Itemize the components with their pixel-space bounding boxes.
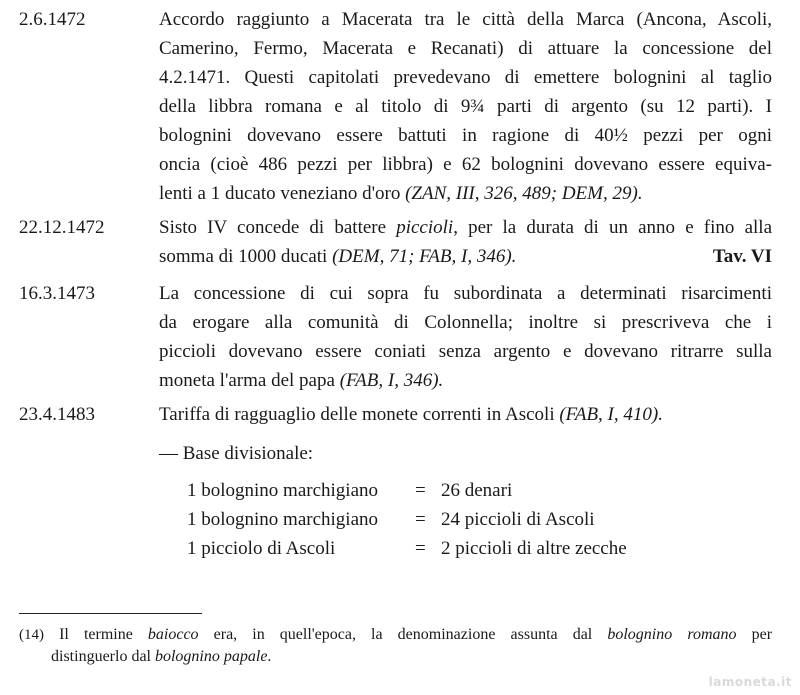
equals-sign: = xyxy=(415,538,426,559)
text-line: 4.2.1471. Questi capitolati prevedevano di emettere bolognini al taglio xyxy=(159,67,772,88)
entry-date: 16.3.1473 xyxy=(19,283,95,304)
text-line xyxy=(159,179,772,208)
equivalence-left: 1 picciolo di Ascoli xyxy=(187,538,336,559)
equivalence-row xyxy=(187,476,627,505)
equivalence-left: 1 bolognino marchigiano xyxy=(187,509,379,530)
citation: (ZAN, III, 326, 489; DEM, 29). xyxy=(405,183,643,204)
footnote-divider xyxy=(19,613,202,614)
text-segment: per xyxy=(736,626,773,643)
text-line xyxy=(159,242,772,271)
citation: (DEM, 71; FAB, I, 346). xyxy=(332,246,517,267)
entry-date: 2.6.1472 xyxy=(19,9,86,30)
equivalence-table xyxy=(187,476,627,563)
entry-date: 23.4.1483 xyxy=(19,404,95,425)
footnote-line xyxy=(19,624,772,646)
text-segment: lenti a 1 ducato veneziano d'oro xyxy=(159,183,406,204)
text-segment: moneta l'arma del papa xyxy=(159,370,340,391)
footnote xyxy=(19,624,772,668)
text-segment: era, in quell'epoca, la denominazione assunta dal xyxy=(198,626,608,643)
equivalence-row xyxy=(187,534,627,563)
text-line: Accordo raggiunto a Macerata tra le città della Marca (Ancona, Ascoli, xyxy=(159,9,772,30)
entry-date: 22.12.1472 xyxy=(19,217,105,238)
equivalence-right: 26 denari xyxy=(441,480,513,501)
text-segment: , per la durata di un anno e fino alla xyxy=(453,217,772,238)
italic-term: piccioli xyxy=(396,217,454,238)
text-segment: Sisto IV concede di battere xyxy=(159,217,397,238)
text-segment: . xyxy=(267,648,272,665)
entry-text xyxy=(159,5,772,208)
text-line: Camerino, Fermo, Macerata e Recanati) di attuare la concessione del xyxy=(159,38,772,59)
watermark: lamoneta.it xyxy=(708,675,792,689)
text-segment-group xyxy=(159,242,516,271)
footnote-mark: (14) xyxy=(19,627,44,643)
equivalence-left: 1 bolognino marchigiano xyxy=(187,480,379,501)
plate-reference: Tav. VI xyxy=(712,246,772,267)
italic-term: bolognino romano xyxy=(607,626,737,643)
citation: (FAB, I, 346). xyxy=(339,370,444,391)
italic-term: bolognino papale xyxy=(154,648,268,665)
text-line xyxy=(159,400,772,429)
text-line xyxy=(159,366,772,395)
equals-sign: = xyxy=(415,509,426,530)
text-line: oncia (cioè 486 pezzi per libbra) e 62 bolognini dovevano essere equiva- xyxy=(159,154,772,175)
equivalence-row xyxy=(187,505,627,534)
text-line: bolognini dovevano essere battuti in ragione di 40½ pezzi per ogni xyxy=(159,125,772,146)
equivalence-right: 24 piccioli di Ascoli xyxy=(441,509,595,530)
equivalence-right: 2 piccioli di altre zecche xyxy=(441,538,627,559)
entry-text xyxy=(159,213,772,271)
entry-text xyxy=(159,279,772,395)
text-segment: somma di 1000 ducati xyxy=(159,246,333,267)
equals-sign: = xyxy=(415,480,426,501)
text-line: della libbra romana e al titolo di 9¾ parti di argento (su 12 parti). I xyxy=(159,96,772,117)
text-line: da erogare alla comunità di Colonnella; inoltre si prescriveva che i xyxy=(159,312,772,333)
text-segment: Il termine xyxy=(44,626,148,643)
text-line xyxy=(159,213,772,242)
text-segment: distinguerlo dal xyxy=(51,648,155,665)
text-line: La concessione di cui sopra fu subordinata a determinati risarcimenti xyxy=(159,283,772,304)
text-segment: Tariffa di ragguaglio delle monete correnti in Ascoli xyxy=(159,404,560,425)
entry-text xyxy=(159,400,772,429)
text-line: piccioli dovevano essere coniati senza argento e dovevano ritrarre sulla xyxy=(159,341,772,362)
italic-term: baiocco xyxy=(147,626,199,643)
subheading: — Base divisionale: xyxy=(159,443,314,464)
citation: (FAB, I, 410). xyxy=(559,404,663,425)
footnote-line xyxy=(19,646,772,668)
